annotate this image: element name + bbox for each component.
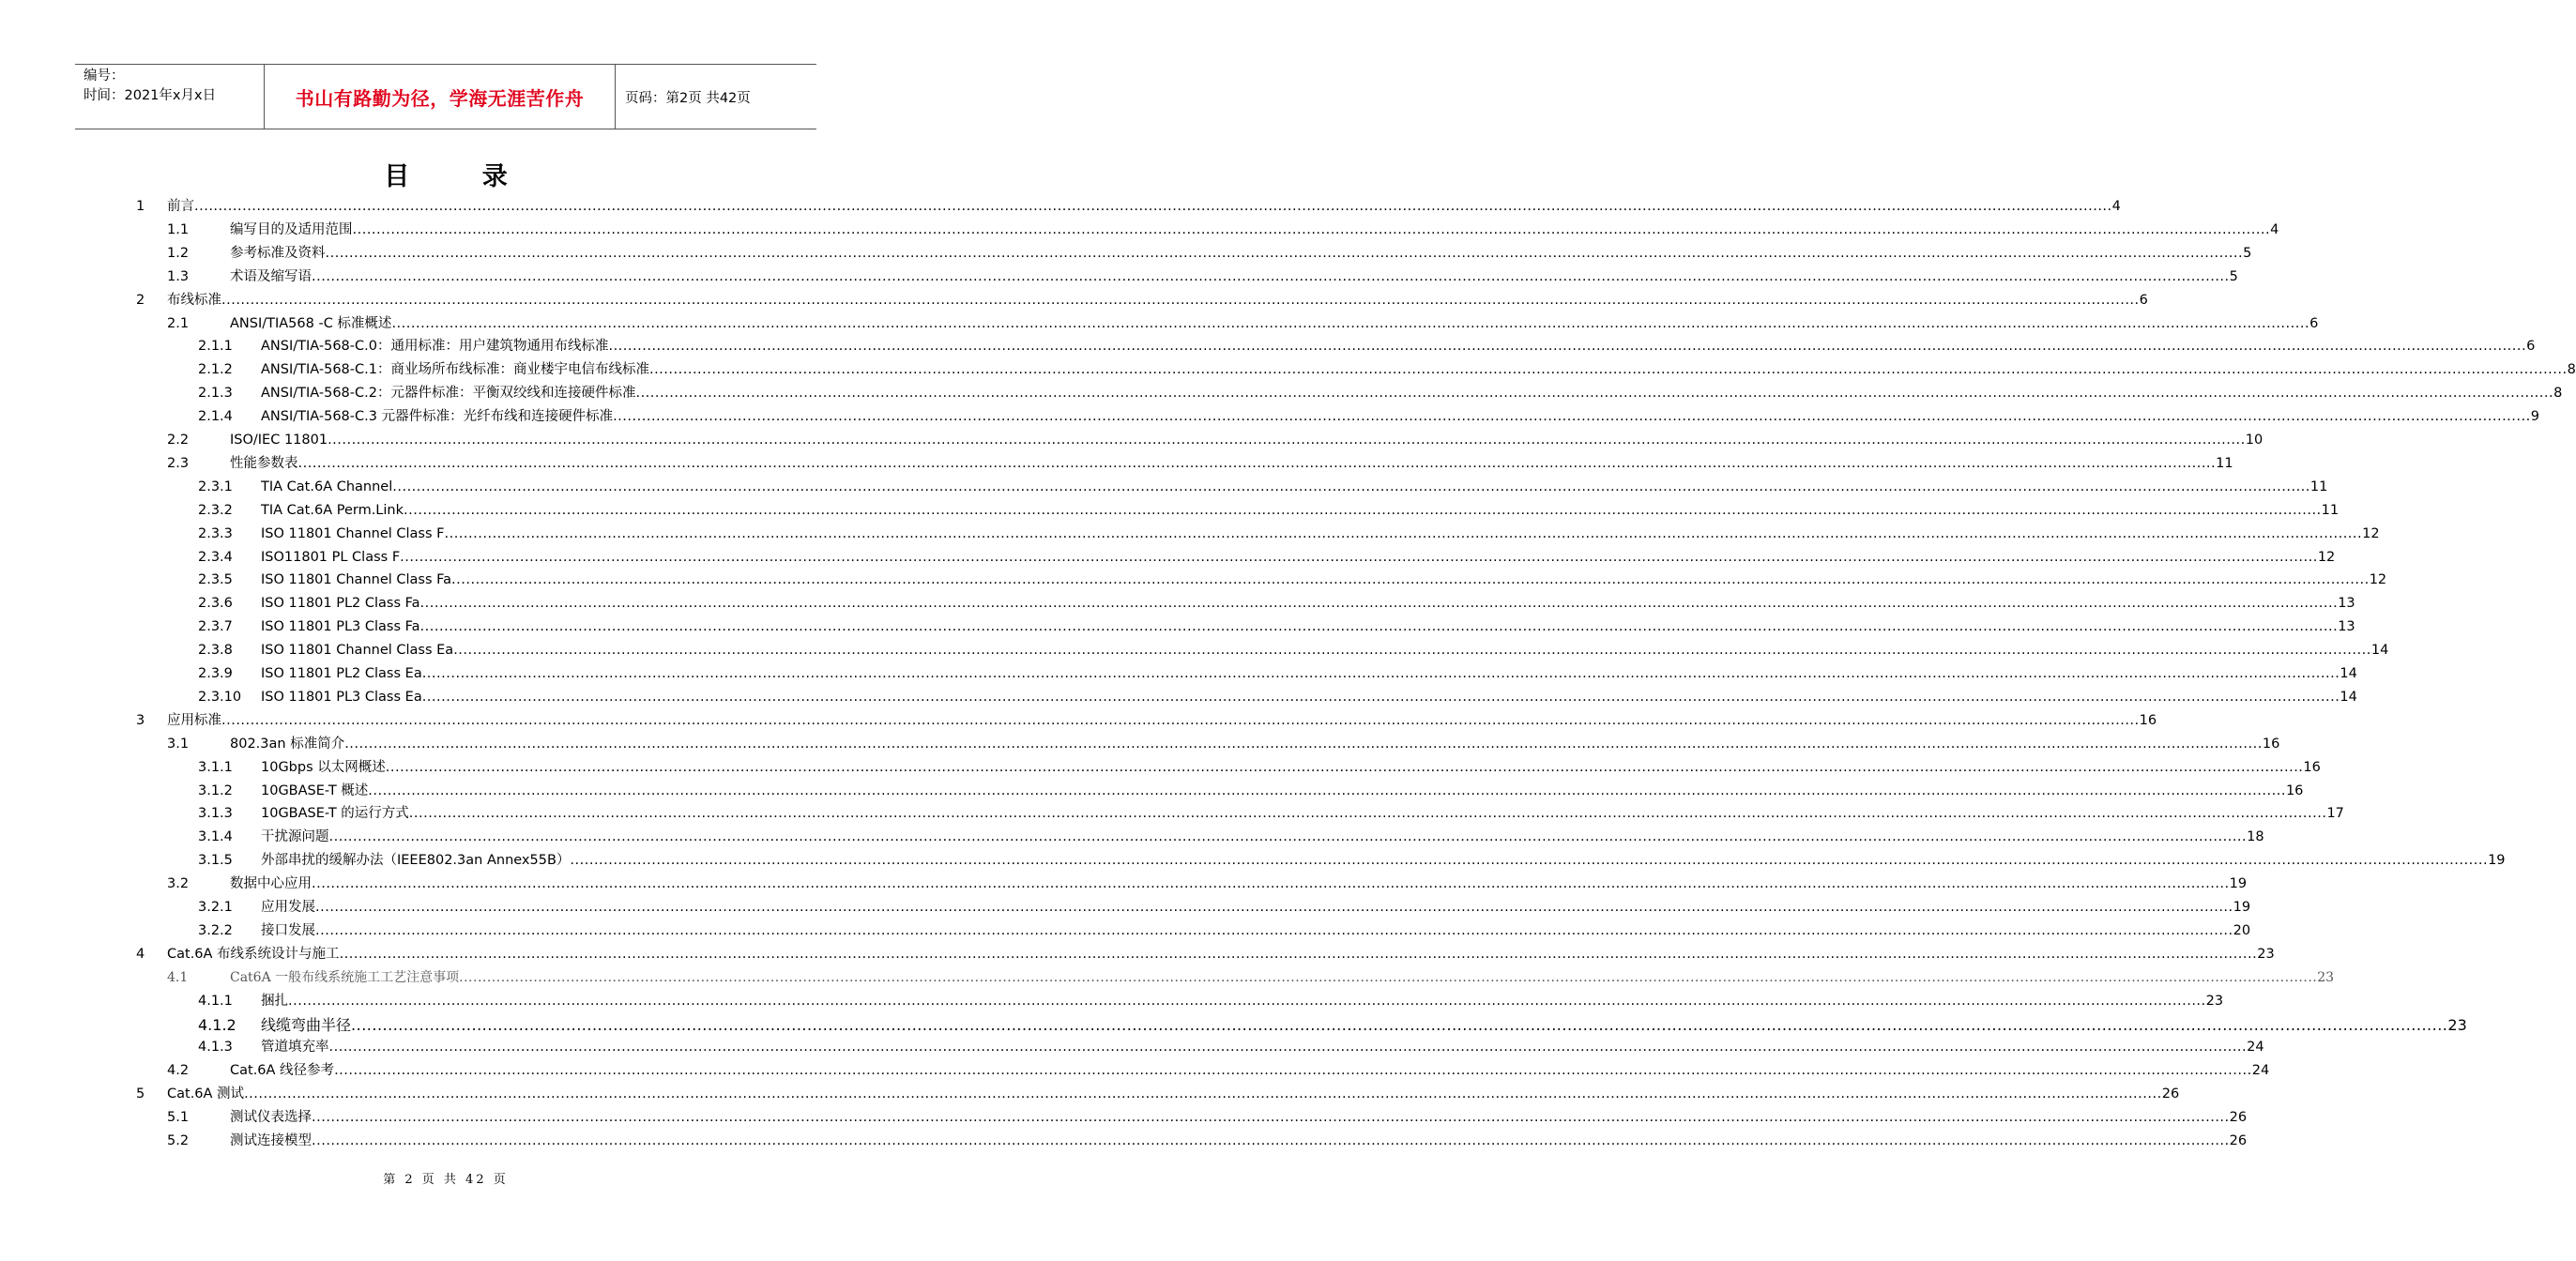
toc-dot-leader: ................................................................................................................................................................................................................................................................................................................................................................................................................ (419, 619, 2339, 635)
toc-entry-title: 应用标准 (167, 712, 221, 728)
toc-dot-leader: ................................................................................................................................................................................................................................................................................................................................................................................................................ (608, 339, 2527, 355)
toc-entry-page: 6 (2309, 315, 2319, 331)
toc-entry-title: 应用发展 (261, 900, 315, 915)
toc-dot-leader: ................................................................................................................................................................................................................................................................................................................................................................................................................ (400, 549, 2318, 565)
toc-dot-leader: ................................................................................................................................................................................................................................................................................................................................................................................................................ (328, 1040, 2248, 1056)
toc-entry-title: 外部串扰的缓解办法（IEEE802.3an Annex55B） (261, 853, 571, 869)
toc-entry-page: 14 (2340, 689, 2357, 705)
toc-entry-page: 19 (2488, 853, 2506, 869)
toc-entry-line (261, 499, 2340, 523)
toc-entry[interactable] (0, 943, 2275, 966)
toc-entry-number: 4.1.2 (198, 1015, 236, 1034)
toc-entry[interactable] (0, 429, 2264, 452)
toc-dot-leader: ................................................................................................................................................................................................................................................................................................................................................................................................................ (421, 666, 2340, 681)
toc-entry[interactable] (0, 1106, 2248, 1130)
toc-entry-line (230, 266, 2238, 289)
toc-entry-page: 9 (2530, 409, 2539, 425)
toc-entry-number: 3 (136, 712, 145, 728)
toc-entry-number: 2.3.7 (198, 619, 233, 635)
toc-entry-line (261, 335, 2536, 358)
toc-entry-number: 3.1.1 (198, 759, 233, 775)
toc-entry-title: ANSI/TIA-568-C.0：通用标准：用户建筑物通用布线标准 (261, 339, 609, 355)
toc-entry[interactable] (0, 452, 2233, 476)
toc-entry-page: 26 (2229, 1133, 2248, 1148)
toc-dot-leader: ................................................................................................................................................................................................................................................................................................................................................................................................................ (570, 853, 2489, 869)
toc-entry-number: 2.3.6 (198, 596, 233, 612)
toc-entry-line (261, 476, 2328, 499)
toc-entry-title: ISO 11801 PL3 Class Ea (261, 689, 422, 705)
toc-entry-line (230, 1106, 2248, 1130)
toc-entry-line (261, 1036, 2264, 1059)
toc-entry[interactable] (0, 546, 2336, 570)
toc-entry-title: ANSI/TIA-568-C.2：元器件标准：平衡双绞线和连接硬件标准 (261, 386, 636, 402)
toc-entry[interactable] (0, 1013, 2467, 1037)
toc-dot-leader: ................................................................................................................................................................................................................................................................................................................................................................................................................ (419, 596, 2339, 612)
toc-dot-leader: ................................................................................................................................................................................................................................................................................................................................................................................................................ (312, 876, 2230, 892)
toc-dot-leader: ................................................................................................................................................................................................................................................................................................................................................................................................................ (328, 433, 2246, 448)
toc-entry-title: ISO 11801 Channel Class F (261, 525, 445, 541)
toc-dot-leader: ................................................................................................................................................................................................................................................................................................................................................................................................................ (312, 1110, 2230, 1126)
toc-entry-number: 2.3.4 (198, 549, 233, 565)
toc-entry-page: 14 (2370, 643, 2389, 659)
toc-entry-line (261, 896, 2251, 919)
page-footer: 第 2 页 共 42 页 (383, 1173, 509, 1187)
toc-entry-line (261, 1013, 2467, 1037)
toc-entry-line (261, 780, 2304, 803)
toc-entry-page: 5 (2229, 268, 2238, 284)
toc-entry-page: 12 (2362, 525, 2380, 541)
toc-entry-line (167, 709, 2157, 733)
toc-entry-page: 12 (2317, 549, 2336, 565)
toc-entry-title: 性能参数表 (230, 455, 298, 471)
toc-entry-number: 4.1 (167, 969, 189, 985)
toc-entry[interactable] (0, 873, 2248, 896)
toc-entry-number: 1.3 (167, 268, 190, 284)
toc-entry-title: ANSI/TIA-568-C.1：商业场所布线标准：商业楼宇电信布线标准 (261, 362, 649, 378)
toc-entry-title: 布线标准 (167, 292, 221, 308)
toc-entry-title: TIA Cat.6A Perm.Link (261, 502, 404, 518)
toc-dot-leader: ................................................................................................................................................................................................................................................................................................................................................................................................................ (244, 1086, 2162, 1102)
toc-entry-title: ANSI/TIA568 -C 标准概述 (230, 315, 392, 331)
toc-entry-title: 线缆弯曲半径 (261, 1015, 352, 1034)
toc-dot-leader: ................................................................................................................................................................................................................................................................................................................................................................................................................ (221, 292, 2140, 308)
toc-entry-page: 19 (2233, 900, 2251, 915)
toc-dot-leader: ................................................................................................................................................................................................................................................................................................................................................................................................................ (315, 922, 2233, 938)
toc-entry-line (230, 966, 2335, 990)
toc-entry[interactable] (0, 709, 2157, 733)
toc-entry-page: 11 (2216, 455, 2233, 471)
toc-entry-number: 5.2 (167, 1133, 190, 1148)
toc-entry-number: 2.3.3 (198, 525, 233, 541)
toc-entry-title: 10GBASE-T 的运行方式 (261, 806, 409, 822)
toc-dot-leader: ................................................................................................................................................................................................................................................................................................................................................................................................................ (312, 268, 2230, 284)
toc-entry[interactable] (0, 615, 2355, 639)
toc-dot-leader: ................................................................................................................................................................................................................................................................................................................................................................................................................ (194, 199, 2112, 214)
toc-entry[interactable] (0, 1059, 2270, 1083)
toc-entry-page: 24 (2251, 1063, 2270, 1079)
toc-entry-number: 2.3.10 (198, 689, 242, 705)
toc-entry[interactable] (0, 358, 2576, 382)
toc-dot-leader: ................................................................................................................................................................................................................................................................................................................................................................................................................ (221, 712, 2140, 728)
toc-entry-number: 2.3.1 (198, 479, 233, 494)
toc-dot-leader: ................................................................................................................................................................................................................................................................................................................................................................................................................ (339, 946, 2258, 962)
toc-entry-number: 3.1.2 (198, 782, 233, 798)
toc-entry[interactable] (0, 919, 2251, 943)
document-number-label: 编号： (84, 68, 125, 84)
toc-entry-line (261, 523, 2380, 546)
toc-entry-number: 2.1 (167, 315, 190, 331)
toc-dot-leader: ................................................................................................................................................................................................................................................................................................................................................................................................................ (453, 643, 2371, 659)
toc-entry-line (261, 802, 2344, 826)
toc-entry-number: 2.3.9 (198, 666, 233, 681)
toc-entry[interactable] (0, 1130, 2248, 1153)
toc-entry[interactable] (0, 802, 2344, 826)
toc-entry-page: 12 (2369, 572, 2387, 588)
toc-entry-line (261, 686, 2357, 709)
toc-entry-page: 23 (2257, 946, 2275, 962)
toc-entry-page: 16 (2262, 736, 2280, 752)
toc-entry-page: 20 (2233, 922, 2251, 938)
toc-entry-number: 2.3.8 (198, 643, 233, 659)
page-header (75, 64, 816, 129)
toc-dot-leader: ................................................................................................................................................................................................................................................................................................................................................................................................................ (421, 689, 2340, 705)
toc-entry-title: ISO 11801 Channel Class Fa (261, 572, 452, 588)
toc-entry-line (261, 919, 2251, 943)
toc-dot-leader: ................................................................................................................................................................................................................................................................................................................................................................................................................ (312, 1133, 2230, 1148)
toc-dot-leader: ................................................................................................................................................................................................................................................................................................................................................................................................................ (392, 479, 2310, 494)
toc-entry-page: 23 (2205, 993, 2224, 1009)
toc-entry-line (261, 990, 2224, 1013)
toc-entry-title: ISO 11801 Channel Class Ea (261, 643, 454, 659)
toc-entry-number: 2.3.5 (198, 572, 233, 588)
toc-entry[interactable] (0, 569, 2387, 592)
toc-entry-number: 2.3.2 (198, 502, 233, 518)
toc-entry-title: ANSI/TIA-568-C.3 元器件标准：光纤布线和连接硬件标准 (261, 409, 614, 425)
toc-entry-line (261, 569, 2387, 592)
toc-entry-title: 测试仪表选择 (230, 1110, 312, 1126)
toc-entry[interactable] (0, 523, 2380, 546)
toc-entry-page: 10 (2245, 433, 2264, 448)
toc-entry-number: 5 (136, 1086, 145, 1102)
toc-entry-title: 接口发展 (261, 922, 315, 938)
toc-entry-title: 术语及缩写语 (230, 268, 312, 284)
toc-entry-page: 16 (2139, 712, 2157, 728)
toc-entry[interactable] (0, 849, 2506, 873)
toc-entry[interactable] (0, 756, 2321, 780)
toc-entry[interactable] (0, 499, 2340, 523)
toc-entry[interactable] (0, 312, 2319, 336)
toc-entry-number: 1.1 (167, 221, 190, 237)
toc-entry-line (261, 546, 2336, 570)
toc-entry-title: 数据中心应用 (230, 876, 312, 892)
toc-entry-page: 23 (2317, 969, 2335, 985)
toc-entry-line (261, 849, 2506, 873)
toc-entry-number: 2.1.2 (198, 362, 233, 378)
toc-entry-page: 16 (2303, 759, 2321, 775)
toc-entry-number: 3.1.5 (198, 853, 233, 869)
toc-entry-page: 11 (2309, 479, 2328, 494)
toc-dot-leader: ................................................................................................................................................................................................................................................................................................................................................................................................................ (391, 315, 2310, 331)
toc-entry[interactable] (0, 896, 2251, 919)
toc-entry-page: 16 (2285, 782, 2304, 798)
toc-entry-number: 2.1.4 (198, 409, 233, 425)
header-motto: 书山有路勤为径，学海无涯苦作舟 (264, 65, 616, 129)
toc-entry-line (261, 639, 2389, 662)
toc-entry-page: 19 (2229, 876, 2248, 892)
toc-entry-title: 前言 (167, 199, 194, 214)
toc-entry-title: 管道填充率 (261, 1040, 329, 1056)
toc-dot-leader: ................................................................................................................................................................................................................................................................................................................................................................................................................ (288, 993, 2206, 1009)
toc-entry[interactable] (0, 686, 2357, 709)
toc-entry[interactable] (0, 990, 2224, 1013)
toc-entry-line (230, 873, 2248, 896)
toc-entry-page: 4 (2111, 199, 2121, 214)
toc-entry-page: 18 (2247, 829, 2264, 845)
toc-entry[interactable] (0, 266, 2238, 289)
toc-entry-title: ISO11801 PL Class F (261, 549, 401, 565)
toc-dot-leader: ................................................................................................................................................................................................................................................................................................................................................................................................................ (648, 362, 2568, 378)
toc-entry-title: 捆扎 (261, 993, 288, 1009)
toc-entry-title: 测试连接模型 (230, 1133, 312, 1148)
toc-entry[interactable] (0, 826, 2264, 849)
toc-entry-title: TIA Cat.6A Channel (261, 479, 393, 494)
toc-dot-leader: ................................................................................................................................................................................................................................................................................................................................................................................................................ (459, 969, 2318, 985)
toc-entry[interactable] (0, 405, 2539, 429)
toc-dot-leader: ................................................................................................................................................................................................................................................................................................................................................................................................................ (351, 1015, 2448, 1034)
toc-entry-line (230, 429, 2264, 452)
toc-entry-title: ISO 11801 PL2 Class Fa (261, 596, 420, 612)
toc-entry-line (230, 1059, 2270, 1083)
header-page-info: 页码：第2页 共42页 (625, 90, 751, 106)
toc-entry[interactable] (0, 780, 2304, 803)
toc-entry-line (230, 452, 2233, 476)
toc-entry[interactable] (0, 289, 2148, 312)
toc-entry-number: 3.1.4 (198, 829, 233, 845)
toc-dot-leader: ................................................................................................................................................................................................................................................................................................................................................................................................................ (297, 455, 2217, 471)
toc-entry-page: 11 (2321, 502, 2340, 518)
toc-entry-title: 编写目的及适用范围 (230, 221, 353, 237)
toc-entry-number: 1 (136, 199, 145, 214)
toc-dot-leader: ................................................................................................................................................................................................................................................................................................................................................................................................................ (635, 386, 2554, 402)
toc-entry-line (230, 242, 2252, 266)
toc-dot-leader: ................................................................................................................................................................................................................................................................................................................................................................................................................ (385, 759, 2304, 775)
toc-entry-number: 4.2 (167, 1063, 190, 1079)
toc-entry-title: ISO 11801 PL2 Class Ea (261, 666, 422, 681)
toc-entry-title: 10GBASE-T 概述 (261, 782, 369, 798)
toc-entry-line (261, 358, 2576, 382)
toc-entry-page: 24 (2247, 1040, 2264, 1056)
toc-entry-page: 6 (2139, 292, 2148, 308)
toc-dot-leader: ................................................................................................................................................................................................................................................................................................................................................................................................................ (404, 502, 2322, 518)
document-time-label: 时间：2021年x月x日 (84, 88, 217, 103)
toc-entry-number: 3.2.2 (198, 922, 233, 938)
toc-entry[interactable] (0, 733, 2280, 756)
toc-dot-leader: ................................................................................................................................................................................................................................................................................................................................................................................................................ (408, 806, 2327, 822)
toc-entry[interactable] (0, 242, 2252, 266)
toc-entry-line (230, 219, 2279, 242)
toc-dot-leader: ................................................................................................................................................................................................................................................................................................................................................................................................................ (368, 782, 2286, 798)
toc-entry-page: 26 (2161, 1086, 2180, 1102)
toc-dot-leader: ................................................................................................................................................................................................................................................................................................................................................................................................................ (315, 900, 2233, 915)
toc-entry-page: 14 (2340, 666, 2357, 681)
toc-entry-line (167, 1083, 2180, 1106)
toc-dot-leader: ................................................................................................................................................................................................................................................................................................................................................................................................................ (328, 829, 2248, 845)
toc-dot-leader: ................................................................................................................................................................................................................................................................................................................................................................................................................ (451, 572, 2370, 588)
toc-entry-line (230, 1130, 2248, 1153)
toc-entry-page: 4 (2270, 221, 2279, 237)
toc-entry-number: 2.2 (167, 433, 190, 448)
toc-entry-line (261, 405, 2539, 429)
toc-entry[interactable] (0, 335, 2536, 358)
toc-entry-title: Cat.6A 线径参考 (230, 1063, 335, 1079)
toc-entry[interactable] (0, 195, 2121, 219)
toc-entry-title: ISO 11801 PL3 Class Fa (261, 619, 420, 635)
toc-dot-leader: ................................................................................................................................................................................................................................................................................................................................................................................................................ (352, 221, 2271, 237)
toc-entry[interactable] (0, 639, 2389, 662)
toc-entry-page: 8 (2553, 386, 2563, 402)
toc-entry-page: 13 (2338, 619, 2355, 635)
toc-entry-line (167, 289, 2148, 312)
toc-entry-number: 2.1.1 (198, 339, 233, 355)
toc-entry-line (167, 195, 2121, 219)
toc-entry-line (261, 615, 2355, 639)
toc-entry-number: 5.1 (167, 1110, 190, 1126)
toc-entry[interactable] (0, 476, 2328, 499)
toc-entry-number: 3.1.3 (198, 806, 233, 822)
toc-entry-line (261, 592, 2355, 615)
toc-entry[interactable] (0, 382, 2563, 405)
toc-entry-line (261, 826, 2264, 849)
header-meta (75, 65, 264, 129)
toc-entry-number: 2.3 (167, 455, 190, 471)
toc-entry-title: Cat6A 一般布线系统施工工艺注意事项 (230, 969, 460, 985)
toc-entry-number: 4.1.3 (198, 1040, 233, 1056)
toc-dot-leader: ................................................................................................................................................................................................................................................................................................................................................................................................................ (334, 1063, 2252, 1079)
toc-dot-leader: ................................................................................................................................................................................................................................................................................................................................................................................................................ (344, 736, 2263, 752)
toc-entry-line (167, 943, 2275, 966)
toc-entry-number: 3.1 (167, 736, 190, 752)
toc-dot-leader: ................................................................................................................................................................................................................................................................................................................................................................................................................ (325, 245, 2244, 261)
toc-entry-title: 802.3an 标准简介 (230, 736, 345, 752)
toc-entry-page: 13 (2338, 596, 2355, 612)
toc-entry-title: ISO/IEC 11801 (230, 433, 328, 448)
toc-entry-title: 参考标准及资料 (230, 245, 326, 261)
toc-entry-page: 8 (2567, 362, 2576, 378)
toc-entry-page: 6 (2526, 339, 2536, 355)
toc-entry-line (230, 312, 2319, 336)
toc-entry[interactable] (0, 662, 2357, 686)
toc-dot-leader: ................................................................................................................................................................................................................................................................................................................................................................................................................ (613, 409, 2531, 425)
toc-entry-line (261, 756, 2321, 780)
toc-entry-number: 4.1.1 (198, 993, 233, 1009)
toc-entry-title: 10Gbps 以太网概述 (261, 759, 386, 775)
toc-entry-title: 干扰源问题 (261, 829, 329, 845)
toc-entry-number: 1.2 (167, 245, 190, 261)
toc-entry-number: 3.2.1 (198, 900, 233, 915)
toc-entry-page: 17 (2326, 806, 2344, 822)
toc-entry-title: Cat.6A 布线系统设计与施工 (167, 946, 340, 962)
toc-entry[interactable] (0, 1036, 2264, 1059)
toc-entry-number: 2 (136, 292, 145, 308)
toc-title: 目 录 (384, 162, 540, 191)
toc-entry[interactable] (0, 1083, 2180, 1106)
toc-entry-page: 23 (2447, 1015, 2467, 1034)
toc-entry[interactable] (0, 592, 2355, 615)
toc-entry-page: 26 (2229, 1110, 2248, 1126)
toc-entry[interactable] (0, 219, 2279, 242)
toc-entry-page: 5 (2243, 245, 2252, 261)
toc-entry-number: 2.1.3 (198, 386, 233, 402)
toc-dot-leader: ................................................................................................................................................................................................................................................................................................................................................................................................................ (444, 525, 2363, 541)
toc-entry-line (261, 662, 2357, 686)
toc-entry-number: 3.2 (167, 876, 190, 892)
toc-entry[interactable] (0, 966, 2335, 990)
toc-entry-title: Cat.6A 测试 (167, 1086, 245, 1102)
toc-entry-line (261, 382, 2563, 405)
toc-entry-line (230, 733, 2280, 756)
toc-entry-number: 4 (136, 946, 145, 962)
